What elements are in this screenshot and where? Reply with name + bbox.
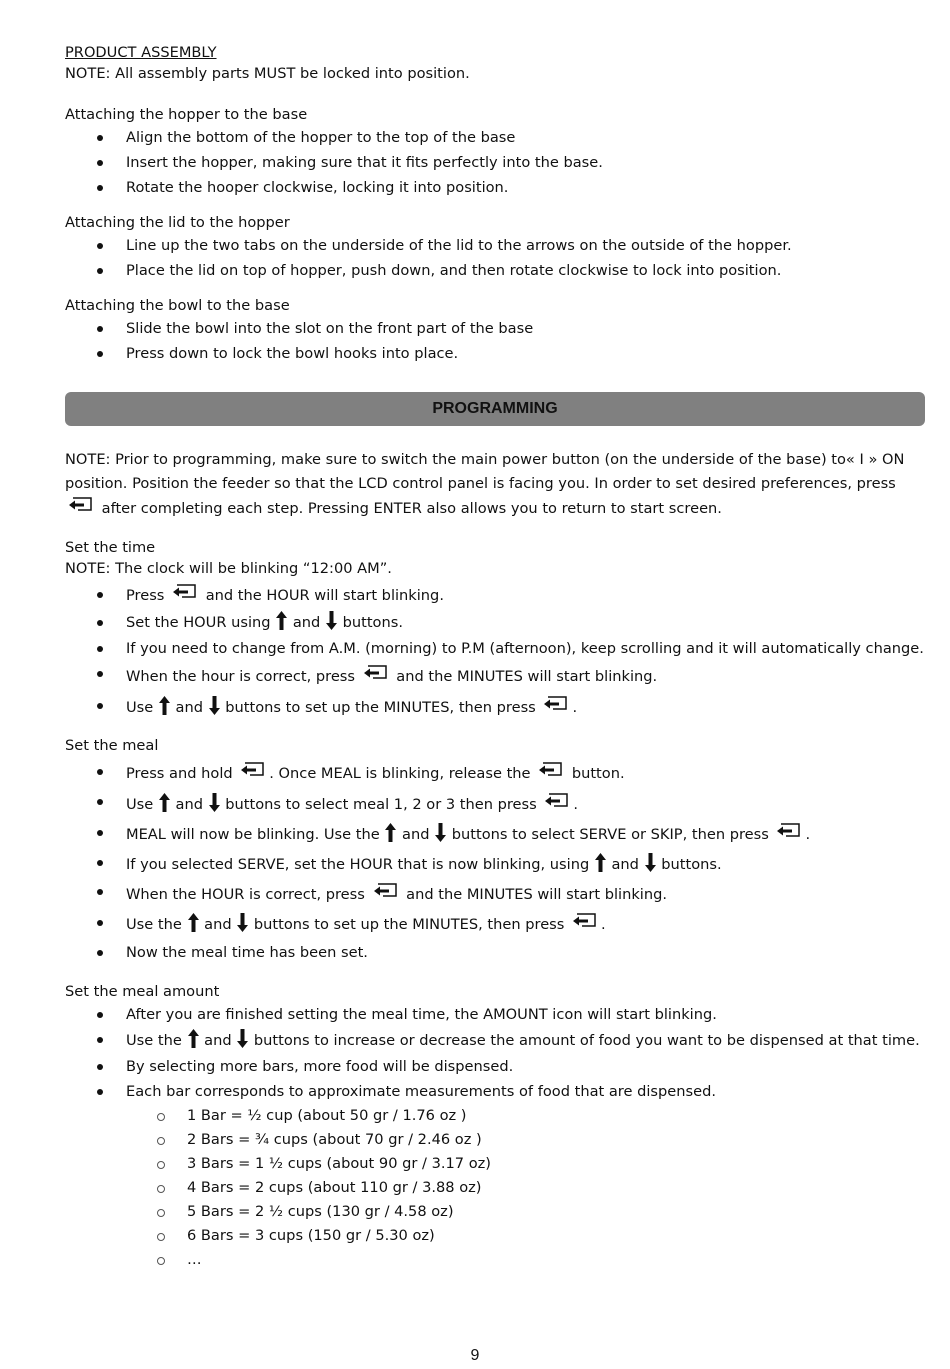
down-arrow-icon [326, 611, 337, 630]
up-arrow-icon [159, 696, 170, 715]
up-arrow-icon [159, 793, 170, 812]
enter-icon [775, 822, 803, 840]
down-arrow-icon [209, 793, 220, 812]
set-amount-heading: Set the meal amount [65, 983, 220, 1000]
page-content [65, 42, 925, 1272]
list-item: By selecting more bars, more food will be dispensed. [65, 1054, 925, 1079]
list-item: Use and buttons to select meal 1, 2 or 3 then press . [65, 789, 925, 820]
list-item: Place the lid on top of hopper, push down, and then rotate clockwise to lock into position. [65, 258, 925, 283]
list-item: When the hour is correct, press and the MINUTES will start blinking. [65, 661, 925, 693]
set-time-heading: Set the time [65, 539, 156, 556]
list-item: MEAL will now be blinking. Use the and buttons to select SERVE or SKIP, then press . [65, 820, 925, 850]
list-item: Press and hold . Once MEAL is blinking, release the button. [65, 759, 925, 789]
enter-icon [571, 912, 599, 930]
list-item: Each bar corresponds to approximate measurements of food that are dispensed. [65, 1079, 925, 1104]
bowl-subheading: Attaching the bowl to the base [65, 297, 290, 314]
down-arrow-icon [645, 853, 656, 872]
list-item: Rotate the hooper clockwise, locking it into position. [65, 175, 925, 200]
enter-icon [372, 882, 400, 900]
hopper-subheading: Attaching the hopper to the base [65, 106, 308, 123]
bar-item: 1 Bar = ½ cup (about 50 gr / 1.76 oz ) [65, 1104, 925, 1128]
down-arrow-icon [237, 1029, 248, 1048]
list-item: After you are finished setting the meal time, the AMOUNT icon will start blinking. [65, 1002, 925, 1027]
enter-icon [362, 664, 390, 682]
enter-icon [537, 761, 565, 779]
list-item: When the HOUR is correct, press and the MINUTES will start blinking. [65, 879, 925, 910]
bar-item: 3 Bars = 1 ½ cups (about 90 gr / 3.17 oz) [65, 1152, 925, 1176]
up-arrow-icon [276, 611, 287, 630]
list-item: Set the HOUR using and buttons. [65, 610, 925, 636]
list-item: If you selected SERVE, set the HOUR that is now blinking, using and buttons. [65, 850, 925, 879]
bar-item: 2 Bars = ¾ cups (about 70 gr / 2.46 oz ) [65, 1128, 925, 1152]
assembly-note: NOTE: All assembly parts MUST be locked into position. [65, 65, 470, 82]
enter-icon [67, 496, 95, 514]
page-number: 9 [470, 1347, 480, 1364]
hopper-steps [65, 125, 925, 200]
bar-item: 5 Bars = 2 ½ cups (130 gr / 4.58 oz) [65, 1200, 925, 1224]
set-amount-steps [65, 1002, 925, 1104]
list-item: Press and the HOUR will start blinking. [65, 582, 925, 610]
enter-icon [542, 695, 570, 713]
list-item: Press down to lock the bowl hooks into place. [65, 341, 925, 366]
enter-icon [239, 761, 267, 779]
lid-steps [65, 233, 925, 283]
enter-icon [543, 792, 571, 810]
bar-measurements [65, 1104, 925, 1272]
list-item: Align the bottom of the hopper to the top of the base [65, 125, 925, 150]
list-item: Insert the hopper, making sure that it fits perfectly into the base. [65, 150, 925, 175]
bar-item: … [65, 1248, 925, 1272]
set-time-steps [65, 582, 925, 723]
programming-note: NOTE: Prior to programming, make sure to switch the main power button (on the underside of the base) to« I » ON position. Position the feeder so that the LCD control panel is facing you. In order to set desired preferences, press after completing each step. Pressing ENTER also allows you to return to start screen. [65, 451, 905, 517]
up-arrow-icon [188, 913, 199, 932]
list-item: If you need to change from A.M. (morning) to P.M (afternoon), keep scrolling and it will automatically change. [65, 636, 925, 661]
programming-banner [65, 392, 925, 426]
set-time-note: NOTE: The clock will be blinking “12:00 AM”. [65, 560, 392, 577]
list-item: Slide the bowl into the slot on the front part of the base [65, 316, 925, 341]
up-arrow-icon [188, 1029, 199, 1048]
bar-item: 6 Bars = 3 cups (150 gr / 5.30 oz) [65, 1224, 925, 1248]
down-arrow-icon [237, 913, 248, 932]
list-item: Now the meal time has been set. [65, 940, 925, 965]
up-arrow-icon [595, 853, 606, 872]
bowl-steps [65, 316, 925, 366]
list-item: Line up the two tabs on the underside of the lid to the arrows on the outside of the hopper. [65, 233, 925, 258]
set-meal-heading: Set the meal [65, 737, 159, 754]
lid-subheading: Attaching the lid to the hopper [65, 214, 290, 231]
list-item: Use the and buttons to set up the MINUTES, then press . [65, 910, 925, 940]
set-meal-steps [65, 759, 925, 965]
down-arrow-icon [435, 823, 446, 842]
down-arrow-icon [209, 696, 220, 715]
programming-title: PROGRAMMING [432, 400, 558, 417]
bar-item: 4 Bars = 2 cups (about 110 gr / 3.88 oz) [65, 1176, 925, 1200]
list-item: Use and buttons to set up the MINUTES, then press . [65, 693, 925, 723]
enter-icon [171, 583, 199, 601]
list-item: Use the and buttons to increase or decrease the amount of food you want to be dispensed at that time. [65, 1027, 925, 1054]
up-arrow-icon [385, 823, 396, 842]
assembly-heading: PRODUCT ASSEMBLY [65, 44, 217, 61]
